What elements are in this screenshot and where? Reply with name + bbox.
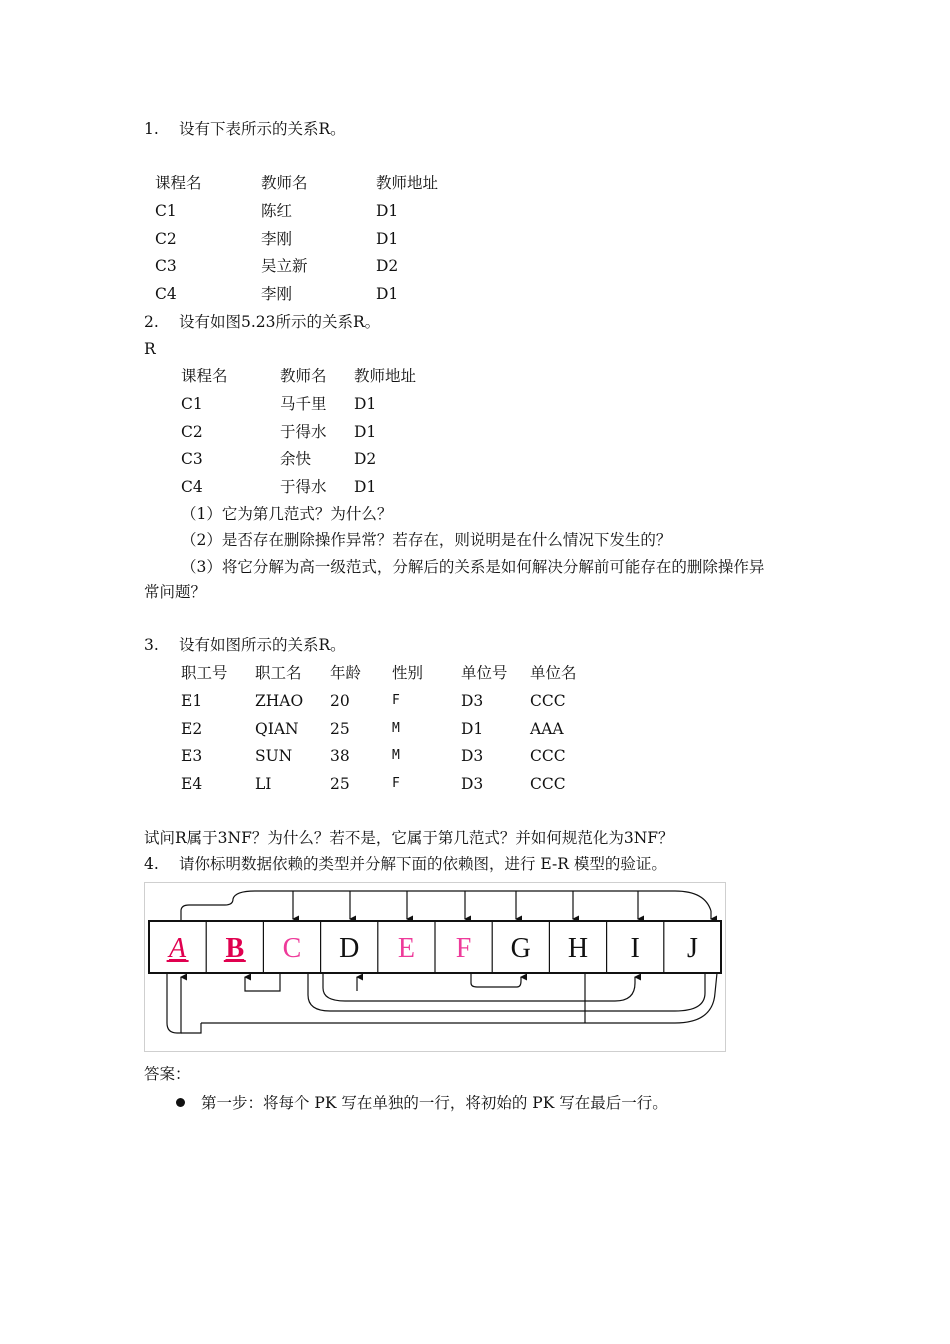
q3-cell: F bbox=[392, 776, 400, 791]
answer-step1: 第一步：将每个 PK 写在单独的一行，将初始的 PK 写在最后一行。 bbox=[201, 1094, 668, 1112]
bullet-icon bbox=[176, 1098, 185, 1107]
q3-text: 设有如图所示的关系R。 bbox=[179, 636, 346, 654]
d-to-j-loop bbox=[308, 973, 705, 1011]
dependency-diagram-svg bbox=[145, 883, 725, 1051]
q3-question: 试问R属于3NF？为什么？若不是，它属于第几范式？并如何规范化为3NF？ bbox=[144, 829, 674, 847]
q3-cell: 25 bbox=[330, 720, 350, 738]
q3-header: 性别 bbox=[392, 664, 424, 682]
q2-cell: D1 bbox=[354, 423, 377, 441]
q3-cell: E4 bbox=[181, 775, 203, 793]
attribute-f: F bbox=[455, 933, 472, 964]
dependency-diagram bbox=[144, 882, 726, 1052]
q4-text: 请你标明数据依赖的类型并分解下面的依赖图，进行 E-R 模型的验证。 bbox=[179, 855, 667, 873]
bottom-return-line bbox=[201, 973, 717, 1023]
bottom-return-to-a bbox=[181, 1023, 201, 1033]
q3-cell: CCC bbox=[530, 692, 566, 710]
q2-sub1: （1）它为第几范式？为什么？ bbox=[181, 505, 393, 523]
attribute-c: C bbox=[282, 933, 302, 964]
q3-cell: 20 bbox=[330, 692, 350, 710]
q3-cell: D3 bbox=[461, 747, 484, 765]
attribute-h: H bbox=[567, 933, 589, 964]
q2-cell: C2 bbox=[181, 423, 203, 441]
q1-cell: 吴立新 bbox=[261, 257, 308, 275]
answer-label: 答案： bbox=[144, 1065, 191, 1083]
attribute-i: I bbox=[630, 933, 640, 964]
q3-cell: 25 bbox=[330, 775, 350, 793]
q2-cell: D1 bbox=[354, 395, 377, 413]
q2-cell: 于得水 bbox=[280, 423, 327, 441]
q3-cell: D1 bbox=[461, 720, 484, 738]
q3-cell: QIAN bbox=[255, 720, 299, 738]
q2-sub3: （3）将它分解为高一级范式，分解后的关系是如何解决分解前可能存在的删除操作异 bbox=[181, 558, 765, 576]
c-to-b-line bbox=[245, 973, 280, 991]
top-dependency-line bbox=[181, 891, 711, 921]
q1-cell: C2 bbox=[155, 230, 177, 248]
q1-cell: 李刚 bbox=[261, 230, 293, 248]
attribute-j: J bbox=[686, 933, 698, 964]
q2-text: 设有如图5.23所示的关系R。 bbox=[179, 313, 381, 331]
q3-cell: D3 bbox=[461, 692, 484, 710]
q2-number: 2. bbox=[144, 313, 159, 331]
q2-relation-label: R bbox=[144, 340, 156, 358]
q3-cell: E2 bbox=[181, 720, 203, 738]
q2-cell: C4 bbox=[181, 478, 203, 496]
q3-cell: 38 bbox=[330, 747, 350, 765]
q2-cell: 于得水 bbox=[280, 478, 327, 496]
q3-cell: LI bbox=[255, 775, 272, 793]
attribute-d: D bbox=[339, 933, 360, 964]
q1-number: 1. bbox=[144, 120, 159, 138]
q1-cell: D1 bbox=[376, 202, 399, 220]
q1-cell: C4 bbox=[155, 285, 177, 303]
q3-header: 单位名 bbox=[530, 664, 577, 682]
q3-header: 职工号 bbox=[181, 664, 228, 682]
q1-cell: C1 bbox=[155, 202, 177, 220]
q2-sub2: （2）是否存在删除操作异常？若存在，则说明是在什么情况下发生的？ bbox=[181, 531, 672, 549]
q3-cell: AAA bbox=[530, 720, 564, 738]
q1-cell: D1 bbox=[376, 230, 399, 248]
q3-cell: D3 bbox=[461, 775, 484, 793]
attribute-g: G bbox=[510, 933, 531, 964]
q3-cell: M bbox=[392, 748, 400, 763]
q2-header: 教师地址 bbox=[354, 367, 417, 385]
attribute-e: E bbox=[397, 933, 415, 964]
q1-cell: 李刚 bbox=[261, 285, 293, 303]
q2-cell: D1 bbox=[354, 478, 377, 496]
q2-cell: 马千里 bbox=[280, 395, 327, 413]
q1-header: 课程名 bbox=[155, 174, 202, 192]
q3-header: 单位号 bbox=[461, 664, 508, 682]
q1-cell: D1 bbox=[376, 285, 399, 303]
q1-header: 教师名 bbox=[261, 174, 308, 192]
q2-cell: 余快 bbox=[280, 450, 312, 468]
q3-cell: CCC bbox=[530, 775, 566, 793]
q3-cell: F bbox=[392, 693, 400, 708]
q1-cell: 陈红 bbox=[261, 202, 293, 220]
q2-sub3-continued: 常问题？ bbox=[144, 583, 207, 601]
q2-cell: C1 bbox=[181, 395, 203, 413]
q3-cell: M bbox=[392, 721, 400, 736]
q4-number: 4. bbox=[144, 855, 159, 873]
q1-cell: C3 bbox=[155, 257, 177, 275]
q3-cell: CCC bbox=[530, 747, 566, 765]
q1-header: 教师地址 bbox=[376, 174, 439, 192]
attribute-a: A bbox=[169, 933, 187, 964]
q3-cell: SUN bbox=[255, 747, 293, 765]
q3-header: 职工名 bbox=[255, 664, 302, 682]
q2-cell: C3 bbox=[181, 450, 203, 468]
q2-header: 教师名 bbox=[280, 367, 327, 385]
a-loop-line bbox=[167, 973, 181, 1033]
q3-cell: ZHAO bbox=[255, 692, 304, 710]
q1-cell: D2 bbox=[376, 257, 399, 275]
attribute-b: B bbox=[225, 933, 245, 964]
q2-cell: D2 bbox=[354, 450, 377, 468]
q3-number: 3. bbox=[144, 636, 159, 654]
q3-cell: E3 bbox=[181, 747, 203, 765]
q2-header: 课程名 bbox=[181, 367, 228, 385]
q1-text: 设有下表所示的关系R。 bbox=[179, 120, 346, 138]
g-to-f-line bbox=[471, 973, 521, 987]
q3-cell: E1 bbox=[181, 692, 203, 710]
q3-header: 年龄 bbox=[330, 664, 362, 682]
